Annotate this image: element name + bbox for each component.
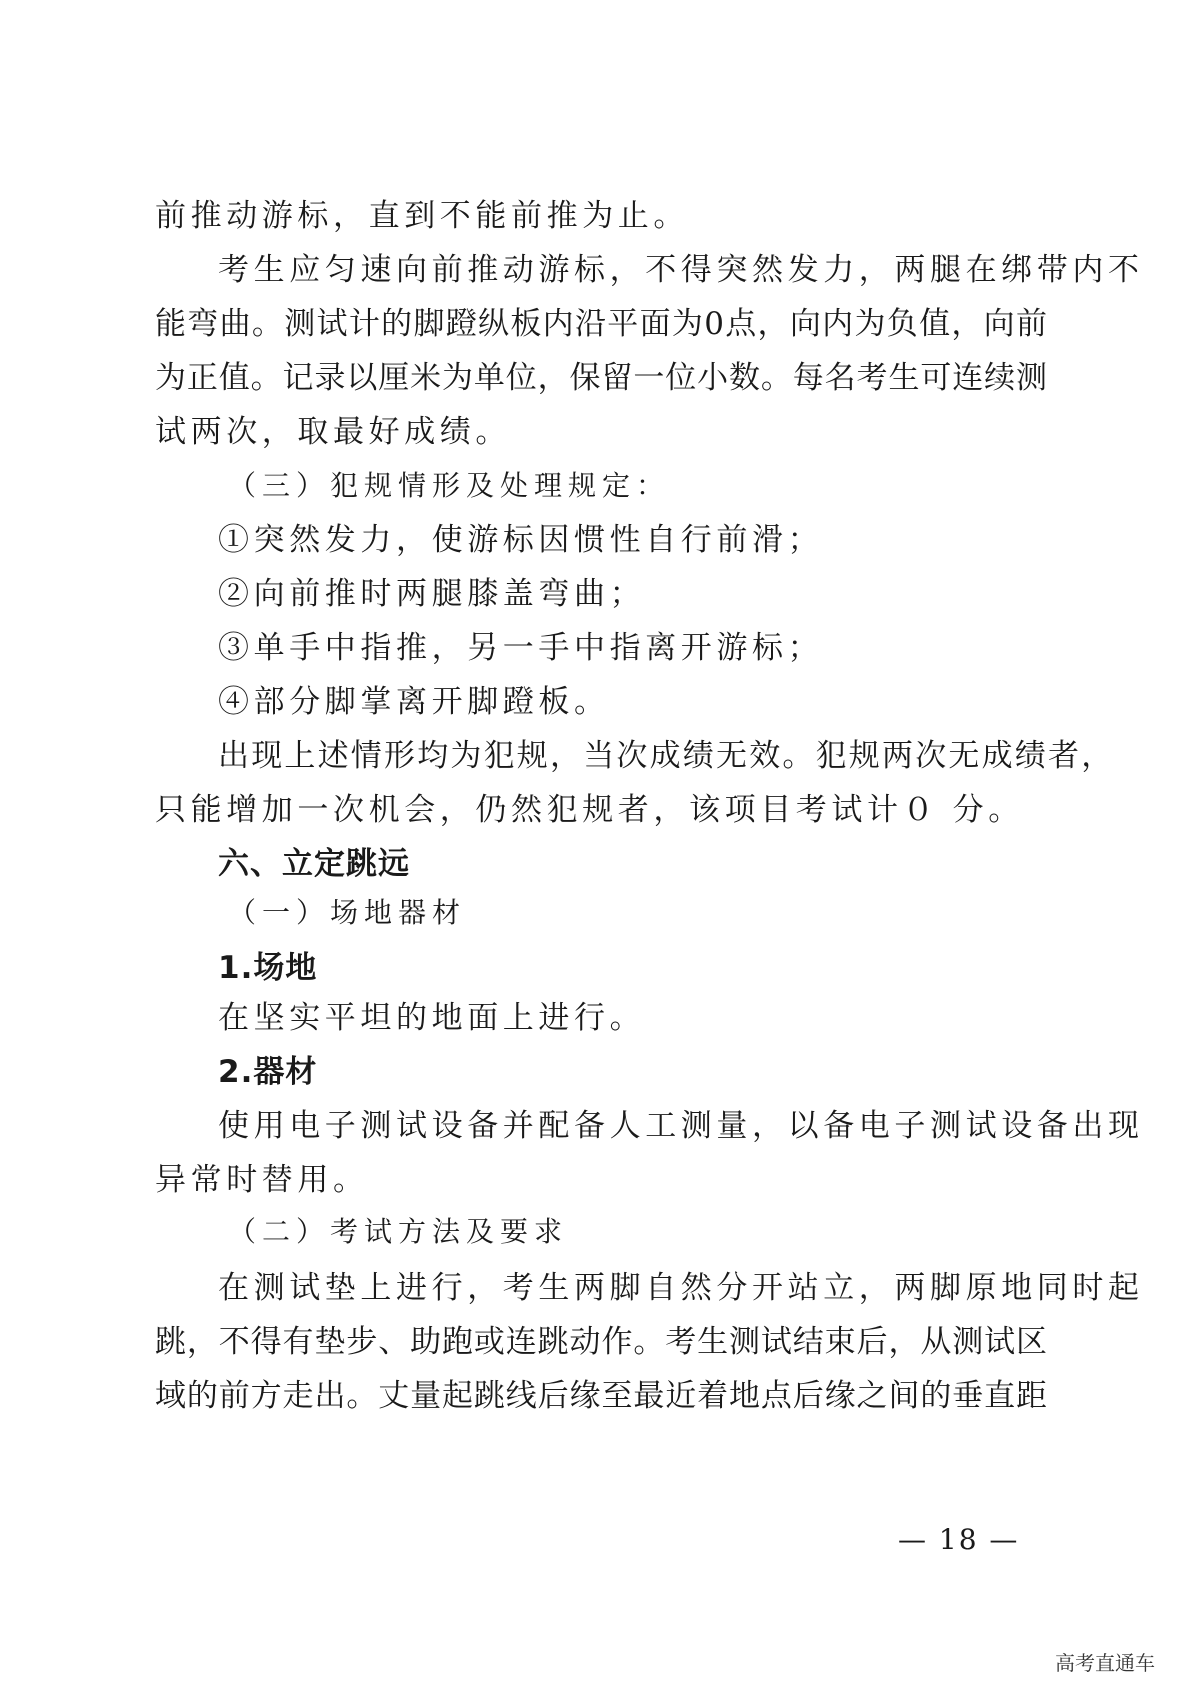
section-heading: （二）考试方法及要求	[228, 1215, 569, 1248]
page-number: — 18 —	[898, 1523, 1020, 1556]
section-heading: （一）场地器材	[228, 896, 467, 929]
list-item: ②向前推时两腿膝盖弯曲；	[218, 576, 646, 612]
section-heading: （三）犯规情形及处理规定：	[228, 469, 671, 502]
paragraph-line: 在坚实平坦的地面上进行。	[218, 1000, 646, 1036]
paragraph-line: 考生应匀速向前推动游标，不得突然发力，两腿在绑带内不	[218, 252, 1144, 288]
paragraph-line: 前推动游标，直到不能前推为止。	[155, 198, 689, 234]
list-item: ③单手中指推，另一手中指离开游标；	[218, 630, 824, 666]
paragraph-line: 域的前方走出。丈量起跳线后缘至最近着地点后缘之间的垂直距	[155, 1378, 1047, 1414]
paragraph-line: 出现上述情形均为犯规，当次成绩无效。犯规两次无成绩者，	[218, 738, 1115, 774]
paragraph-line: 跳，不得有垫步、助跑或连跳动作。考生测试结束后，从测试区	[155, 1324, 1047, 1360]
paragraph-line: 在测试垫上进行，考生两脚自然分开站立，两脚原地同时起	[218, 1270, 1144, 1306]
list-item: ①突然发力，使游标因惯性自行前滑；	[218, 522, 824, 558]
chapter-heading: 六、立定跳远	[218, 846, 410, 882]
paragraph-line: 使用电子测试设备并配备人工测量，以备电子测试设备出现	[218, 1108, 1144, 1144]
subsection-heading: 1.场地	[218, 950, 318, 986]
paragraph-line: 异常时替用。	[155, 1162, 369, 1198]
subsection-heading: 2.器材	[218, 1054, 318, 1090]
paragraph-line: 能弯曲。测试计的脚蹬纵板内沿平面为0点，向内为负值，向前	[155, 306, 1047, 342]
paragraph-line: 试两次，取最好成绩。	[155, 414, 511, 450]
paragraph-line: 为正值。记录以厘米为单位，保留一位小数。每名考生可连续测	[155, 360, 1047, 396]
list-item: ④部分脚掌离开脚蹬板。	[218, 684, 610, 720]
watermark-text: 高考直通车	[1055, 1651, 1155, 1675]
paragraph-line: 只能增加一次机会，仍然犯规者，该项目考试计０ 分。	[155, 792, 1024, 828]
